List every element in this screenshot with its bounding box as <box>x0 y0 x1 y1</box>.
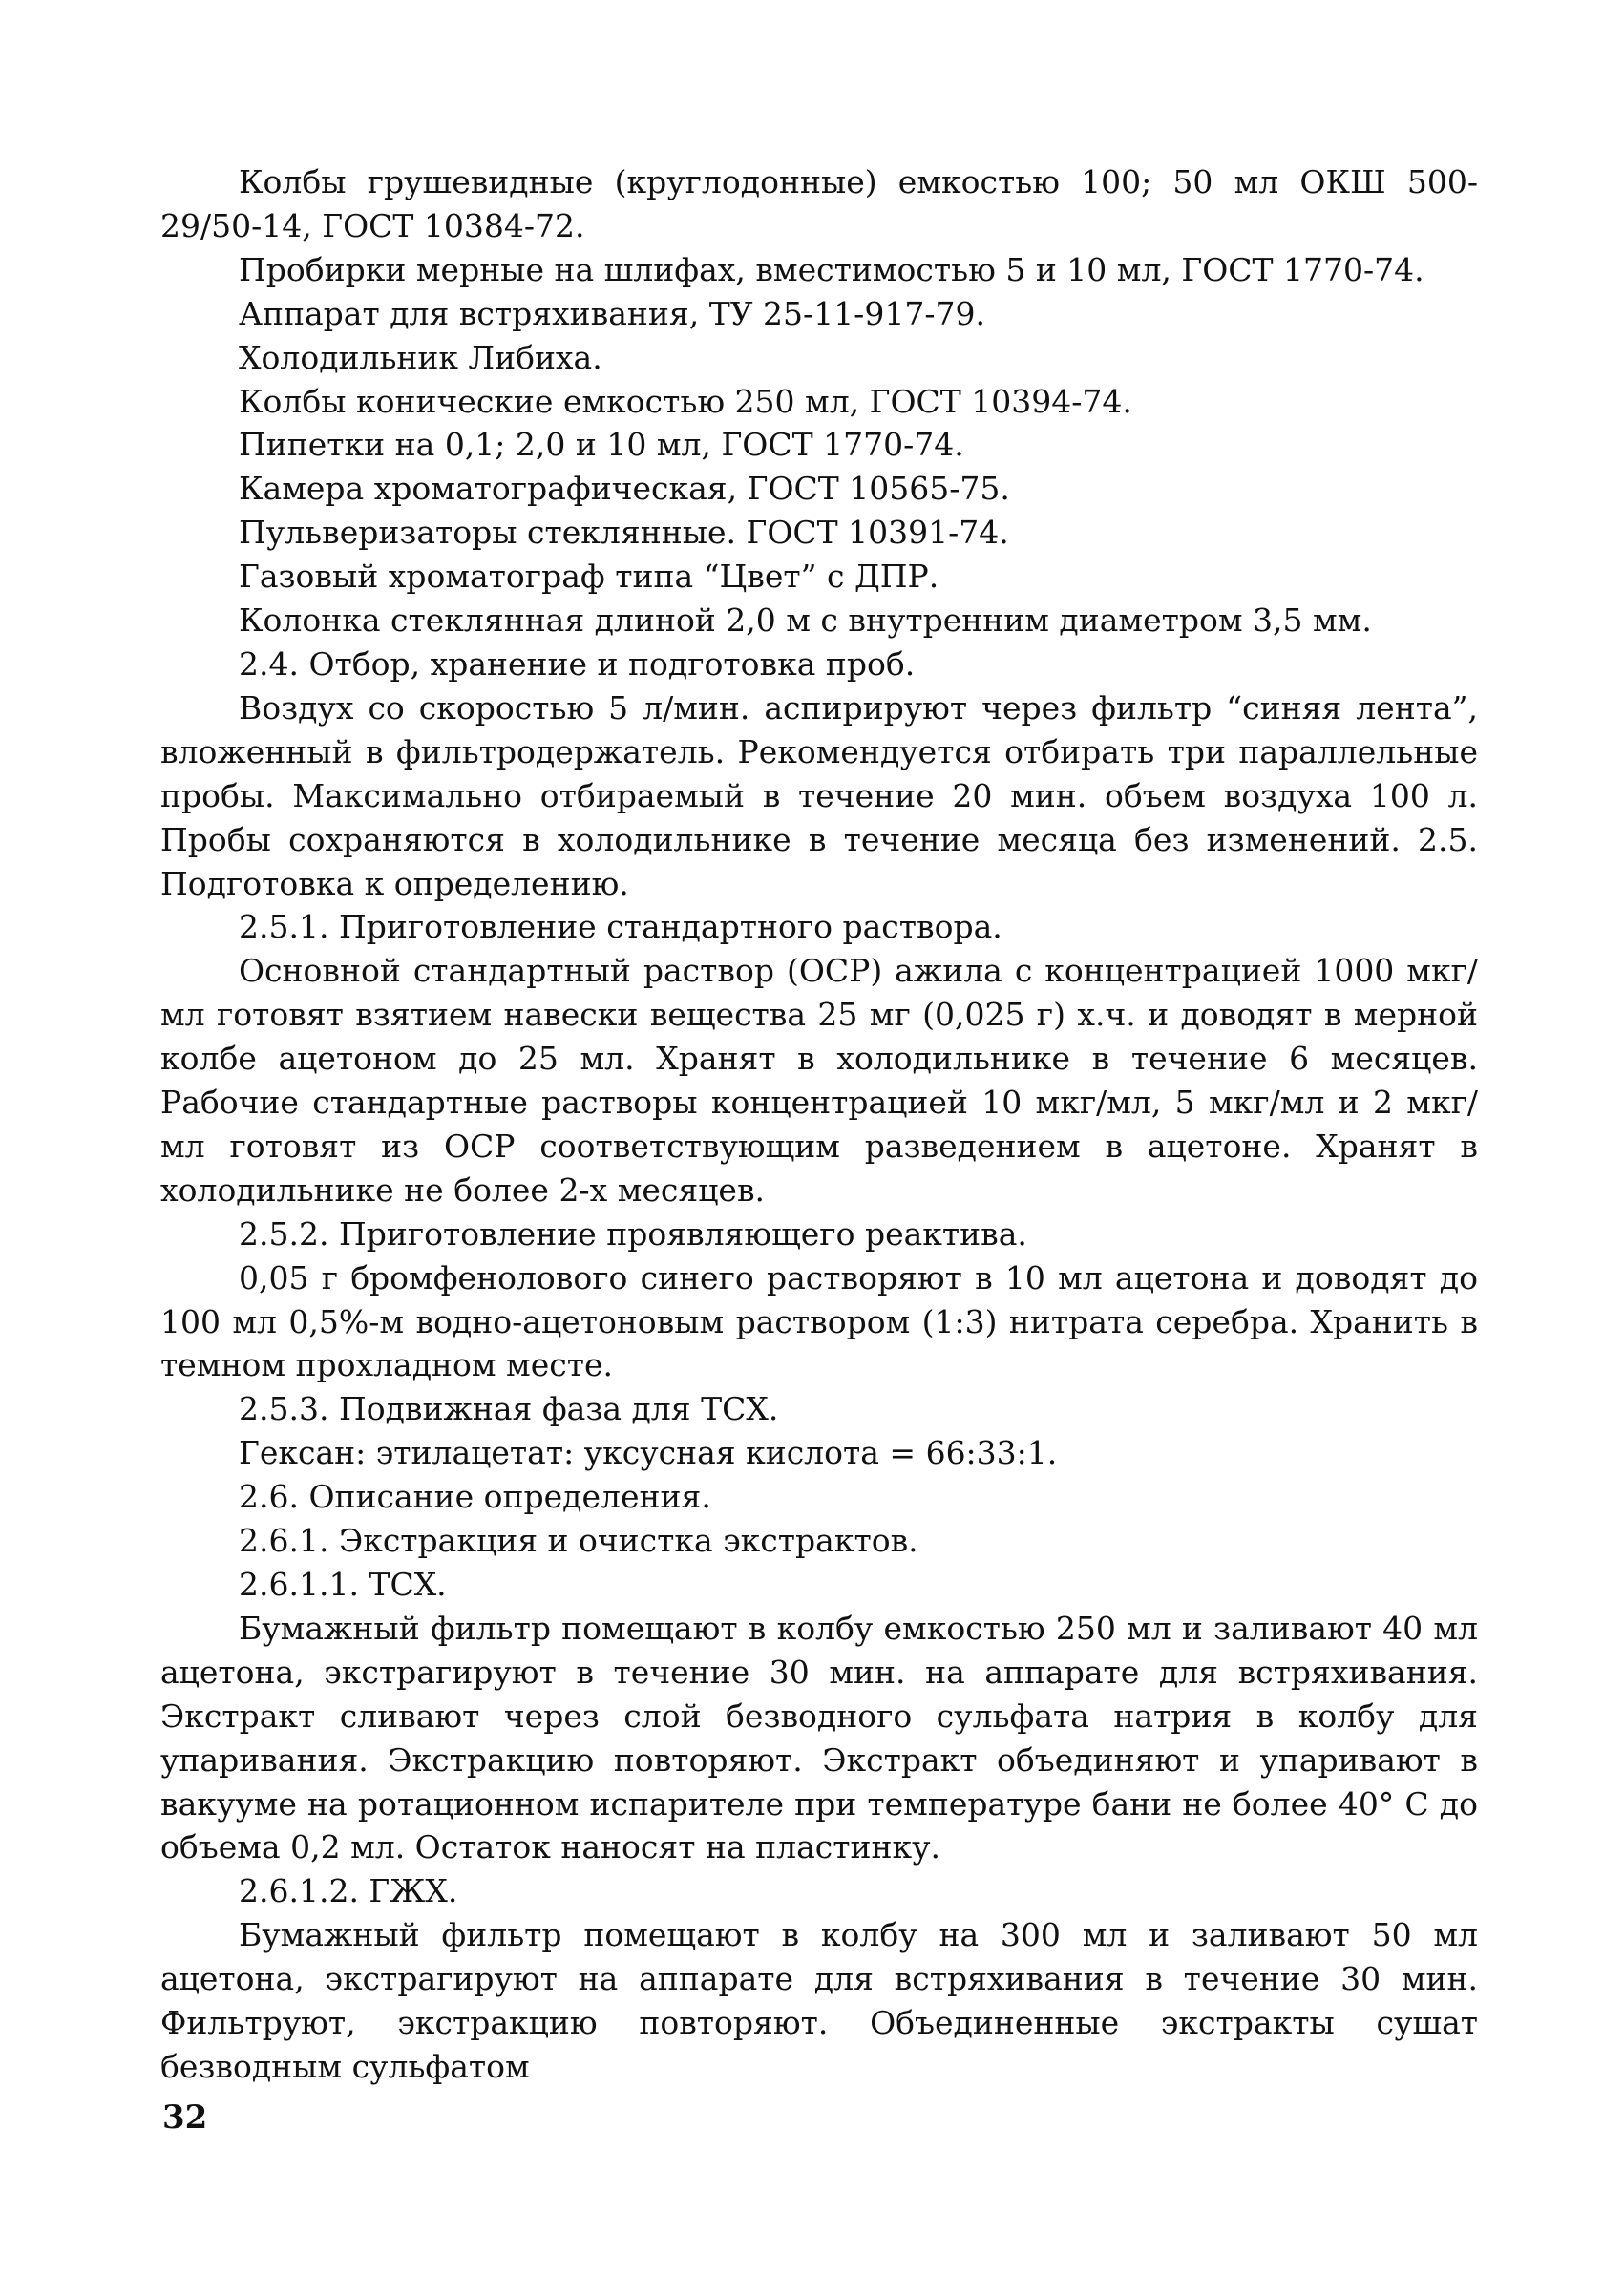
section-heading: 2.4. Отбор, хранение и подготовка проб. <box>239 644 916 683</box>
paragraph: Холодильник Либиха. <box>239 338 602 376</box>
paragraph: Пульверизаторы стеклянные. ГОСТ 10391-74. <box>239 514 1009 552</box>
section-heading: 2.6.1.2. ГЖХ. <box>239 1872 458 1910</box>
paragraph: Колбы конические емкостью 250 мл, ГОСТ 10394-74. <box>239 382 1132 420</box>
paragraph: Бумажный фильтр помещают в колбу на 300 мл и заливают 50 мл ацетона, экстрагируют на аппарате для встряхивания в течение 30 мин. Фильтруют, экстракцию повторяют. Объединенные экстракты сушат безводным сульфатом <box>160 1916 1478 2085</box>
paragraph: Пипетки на 0,1; 2,0 и 10 мл, ГОСТ 1770-74. <box>239 426 964 464</box>
paragraph: 0,05 г бромфенолового синего растворяют в 10 мл ацетона и доводят до 100 мл 0,5%-м водно-ацетоновым раствором (1:3) нитрата серебра. Хранить в темном прохладном месте. <box>160 1258 1478 1384</box>
paragraph: Колбы грушевидные (круглодонные) емкостью 100; 50 мл ОКШ 500-29/50-14, ГОСТ 10384-72. <box>160 163 1478 244</box>
paragraph: Камера хроматографическая, ГОСТ 10565-75. <box>239 470 1010 508</box>
paragraph: Воздух со скоростью 5 л/мин. аспирируют через фильтр “синяя лента”, вложенный в фильтродержатель. Рекомендуется отбирать три параллельные пробы. Максимально отбираемый в течение 20 мин. объем воздуха 100 л. Пробы сохраняются в холодильнике в течение месяца без изменений. 2.5. Подготовка к определению. <box>160 688 1478 902</box>
section-heading: 2.6. Описание определения. <box>239 1478 711 1516</box>
paragraph: Колонка стеклянная длиной 2,0 м с внутренним диаметром 3,5 мм. <box>239 601 1372 640</box>
paragraph: Пробирки мерные на шлифах, вместимостью 5 и 10 мл, ГОСТ 1770-74. <box>239 250 1424 288</box>
section-heading: 2.5.3. Подвижная фаза для ТСХ. <box>239 1390 779 1428</box>
page-number: 32 <box>162 2098 208 2137</box>
section-heading: 2.5.1. Приготовление стандартного раствора. <box>239 908 1002 946</box>
paragraph: Газовый хроматограф типа “Цвет” с ДПР. <box>239 558 939 596</box>
paragraph: Основной стандартный раствор (ОСР) ажила с концентрацией 1000 мкг/мл готовят взятием навески вещества 25 мг (0,025 г) х.ч. и доводят в мерной колбе ацетоном до 25 мл. Хранят в холодильнике в течение 6 месяцев. Рабочие стандартные растворы концентрацией 10 мкг/мл, 5 мкг/мл и 2 мкг/мл готовят из ОСР соответствующим разведением в ацетоне. Хранят в холодильнике не более 2-х месяцев. <box>160 952 1478 1209</box>
section-heading: 2.6.1. Экстракция и очистка экстрактов. <box>239 1522 918 1560</box>
paragraph: Аппарат для встряхивания, ТУ 25-11-917-79. <box>239 294 985 332</box>
section-heading: 2.6.1.1. ТСХ. <box>239 1566 447 1603</box>
paragraph: Гексан: этилацетат: уксусная кислота = 66:33:1. <box>239 1434 1058 1472</box>
document-body <box>160 160 1478 2089</box>
paragraph: Бумажный фильтр помещают в колбу емкостью 250 мл и заливают 40 мл ацетона, экстрагируют в течение 30 мин. на аппарате для встряхивания. Экстракт сливают через слой безводного сульфата натрия в колбу для упаривания. Экстракцию повторяют. Экстракт объединяют и упаривают в вакууме на ротационном испарителе при температуре бани не более 40° С до объема 0,2 мл. Остаток наносят на пластинку. <box>160 1609 1478 1866</box>
section-heading: 2.5.2. Приготовление проявляющего реактива. <box>239 1214 1027 1253</box>
